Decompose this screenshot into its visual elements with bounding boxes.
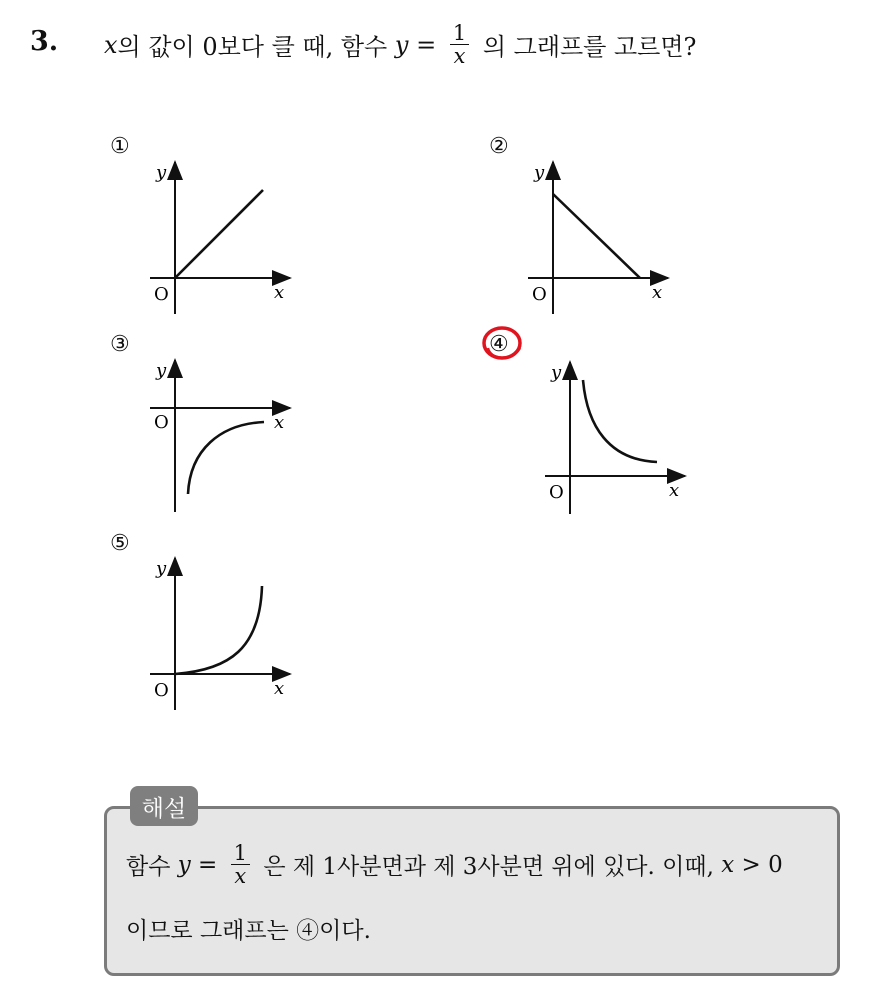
axis-label-x: x <box>669 480 680 501</box>
axis-label-y: y <box>156 558 167 579</box>
graph-curve <box>553 194 640 278</box>
axis-label-x: x <box>274 678 285 699</box>
axis-label-y: y <box>534 162 545 183</box>
expl-fraction-numerator: 1 <box>231 842 250 865</box>
option-3-label[interactable]: ③ <box>110 332 130 357</box>
option-3-graph[interactable] <box>140 350 300 520</box>
var-y: y <box>394 30 409 59</box>
question-stem <box>104 22 696 67</box>
option-5-graph[interactable] <box>140 548 300 718</box>
graph-curve <box>175 586 262 674</box>
axis-label-y: y <box>156 162 167 183</box>
option-4-graph[interactable] <box>535 352 695 522</box>
axis-label-y: y <box>551 362 562 383</box>
axis-label-x: x <box>652 282 663 303</box>
answer-circle-mark <box>478 322 528 366</box>
origin-label: O <box>154 412 169 433</box>
axis-label-x: x <box>274 282 285 303</box>
graph-curve <box>188 422 264 494</box>
origin-label: O <box>549 482 564 503</box>
graph-curve <box>175 190 263 278</box>
expl-fraction <box>231 842 250 887</box>
axis-label-x: x <box>274 412 285 433</box>
explanation-line-2: 이므로 그래프는 ④이다. <box>126 918 371 944</box>
expl-fraction-denominator: x <box>234 864 247 889</box>
expl-var-y: y <box>177 851 191 878</box>
option-2-graph[interactable] <box>518 152 678 322</box>
axis-label-y: y <box>156 360 167 381</box>
fraction-numerator: 1 <box>450 22 469 45</box>
question-number: 3. <box>30 26 59 57</box>
explanation-title: 해설 <box>130 786 198 826</box>
fraction-denominator: x <box>453 44 466 69</box>
expl-cond-rest: > 0 <box>734 851 783 878</box>
expl-cond-var: x <box>721 851 735 878</box>
origin-label: O <box>154 680 169 701</box>
explanation-line-1 <box>126 842 783 887</box>
expl-equals: = <box>190 851 225 878</box>
explanation-box <box>104 806 840 976</box>
option-1-graph[interactable] <box>140 152 300 322</box>
stem-text-a: 의 값이 0보다 클 때, 함수 <box>117 33 395 62</box>
graph-curve <box>583 380 657 462</box>
origin-label: O <box>532 284 547 305</box>
option-2-label[interactable]: ② <box>489 134 509 159</box>
var-x: x <box>104 30 118 59</box>
expl-text-b: 은 제 1사분면과 제 3사분면 위에 있다. 이때, <box>256 854 722 881</box>
option-5-label[interactable]: ⑤ <box>110 531 130 556</box>
expl-text-a: 함수 <box>126 854 178 881</box>
fraction <box>450 22 469 67</box>
option-4-label[interactable]: ④ <box>489 332 509 357</box>
stem-text-b: 의 그래프를 고르면? <box>475 33 697 62</box>
equals-sign: = <box>408 30 444 59</box>
option-1-label[interactable]: ① <box>110 134 130 159</box>
origin-label: O <box>154 284 169 305</box>
